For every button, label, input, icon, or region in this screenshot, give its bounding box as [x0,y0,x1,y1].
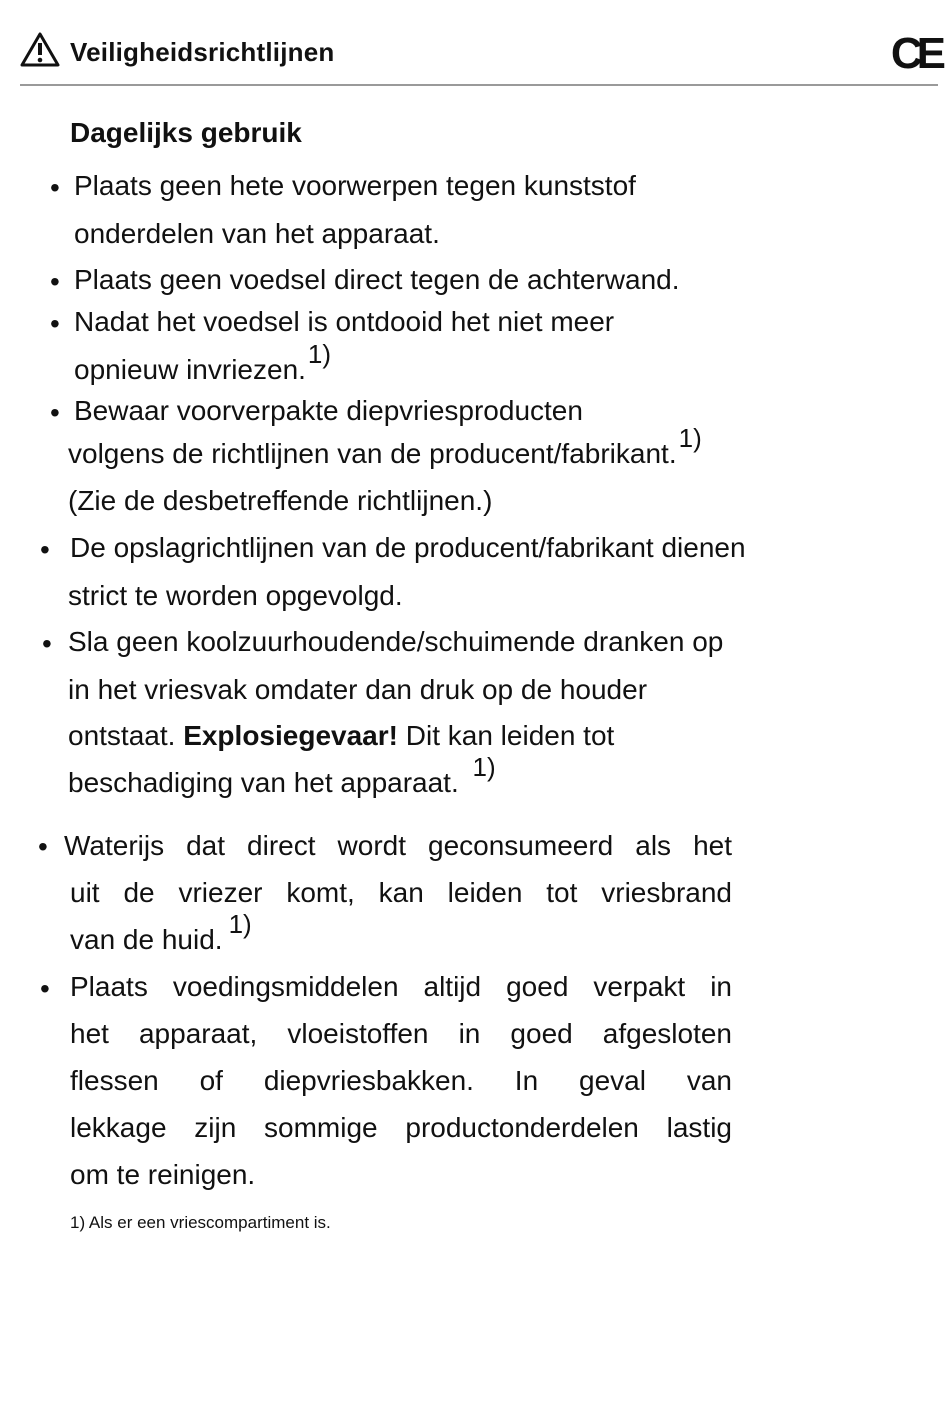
item-text: beschadiging van het apparaat. [68,767,459,798]
item-text-line [68,752,496,799]
item-text-line: Plaats geen voedsel direct tegen de achterwand. [74,264,680,295]
item-text-line: uit de vriezer komt, kan leiden tot vriesbrand [70,877,732,908]
item-text: volgens de richtlijnen van de producent/fabrikant. [68,438,677,469]
item-text-line: Sla geen koolzuurhoudende/schuimende dranken op [68,626,724,657]
page-header [20,28,938,86]
item-text-line: Plaats voedingsmiddelen altijd goed verpakt in [70,971,732,1002]
footnote-ref: 1) [678,423,702,453]
bullet: • [40,973,50,1004]
bullet: • [38,831,48,862]
item-text: van de huid. [70,924,223,955]
bullet: • [40,534,50,565]
item-text-line [68,720,614,752]
item-text-line: Plaats geen hete voorwerpen tegen kunststof [74,170,636,201]
item-text: opnieuw invriezen. [74,354,306,385]
footnote: 1) Als er een vriescompartiment is. [70,1213,331,1232]
item-text-line: strict te worden opgevolgd. [68,580,403,611]
warning-emphasis: Explosiegevaar! [183,720,398,751]
item-text-line: De opslagrichtlijnen van de producent/fabrikant dienen [70,532,746,563]
footnote-ref: 1) [307,339,332,369]
bullet: • [50,172,60,203]
bullet: • [42,628,52,659]
item-text-line: Waterijs dat direct wordt geconsumeerd als het [64,830,732,861]
item-text-line [68,423,702,470]
item-text-line [70,909,252,956]
warning-triangle-icon [20,32,60,68]
ce-mark-logo: CE [890,29,940,78]
item-text-line: flessen of diepvriesbakken. In geval van [70,1065,732,1096]
item-text-line: onderdelen van het apparaat. [74,218,440,249]
item-text-line [74,339,332,386]
item-text-line: om te reinigen. [70,1159,256,1190]
bullet: • [50,397,60,428]
item-text: Dit kan leiden tot [405,720,615,751]
footnote-ref: 1) [472,752,496,782]
footnote-ref: 1) [228,909,252,939]
item-text-line: het apparaat, vloeistoffen in goed afgesloten [70,1018,732,1049]
section-title: Dagelijks gebruik [70,117,302,148]
page-title: Veiligheidsrichtlijnen [70,37,335,67]
bullet: • [50,266,60,297]
bullet: • [50,308,60,339]
item-text-line: lekkage zijn sommige productonderdelen lastig [70,1112,732,1143]
item-text-line: Nadat het voedsel is ontdooid het niet meer [74,306,615,337]
item-text-line: (Zie de desbetreffende richtlijnen.) [68,485,493,516]
item-text-line: in het vriesvak omdater dan druk op de houder [68,674,648,705]
item-text: ontstaat. [68,720,176,751]
item-text-line: Bewaar voorverpakte diepvriesproducten [74,395,583,426]
